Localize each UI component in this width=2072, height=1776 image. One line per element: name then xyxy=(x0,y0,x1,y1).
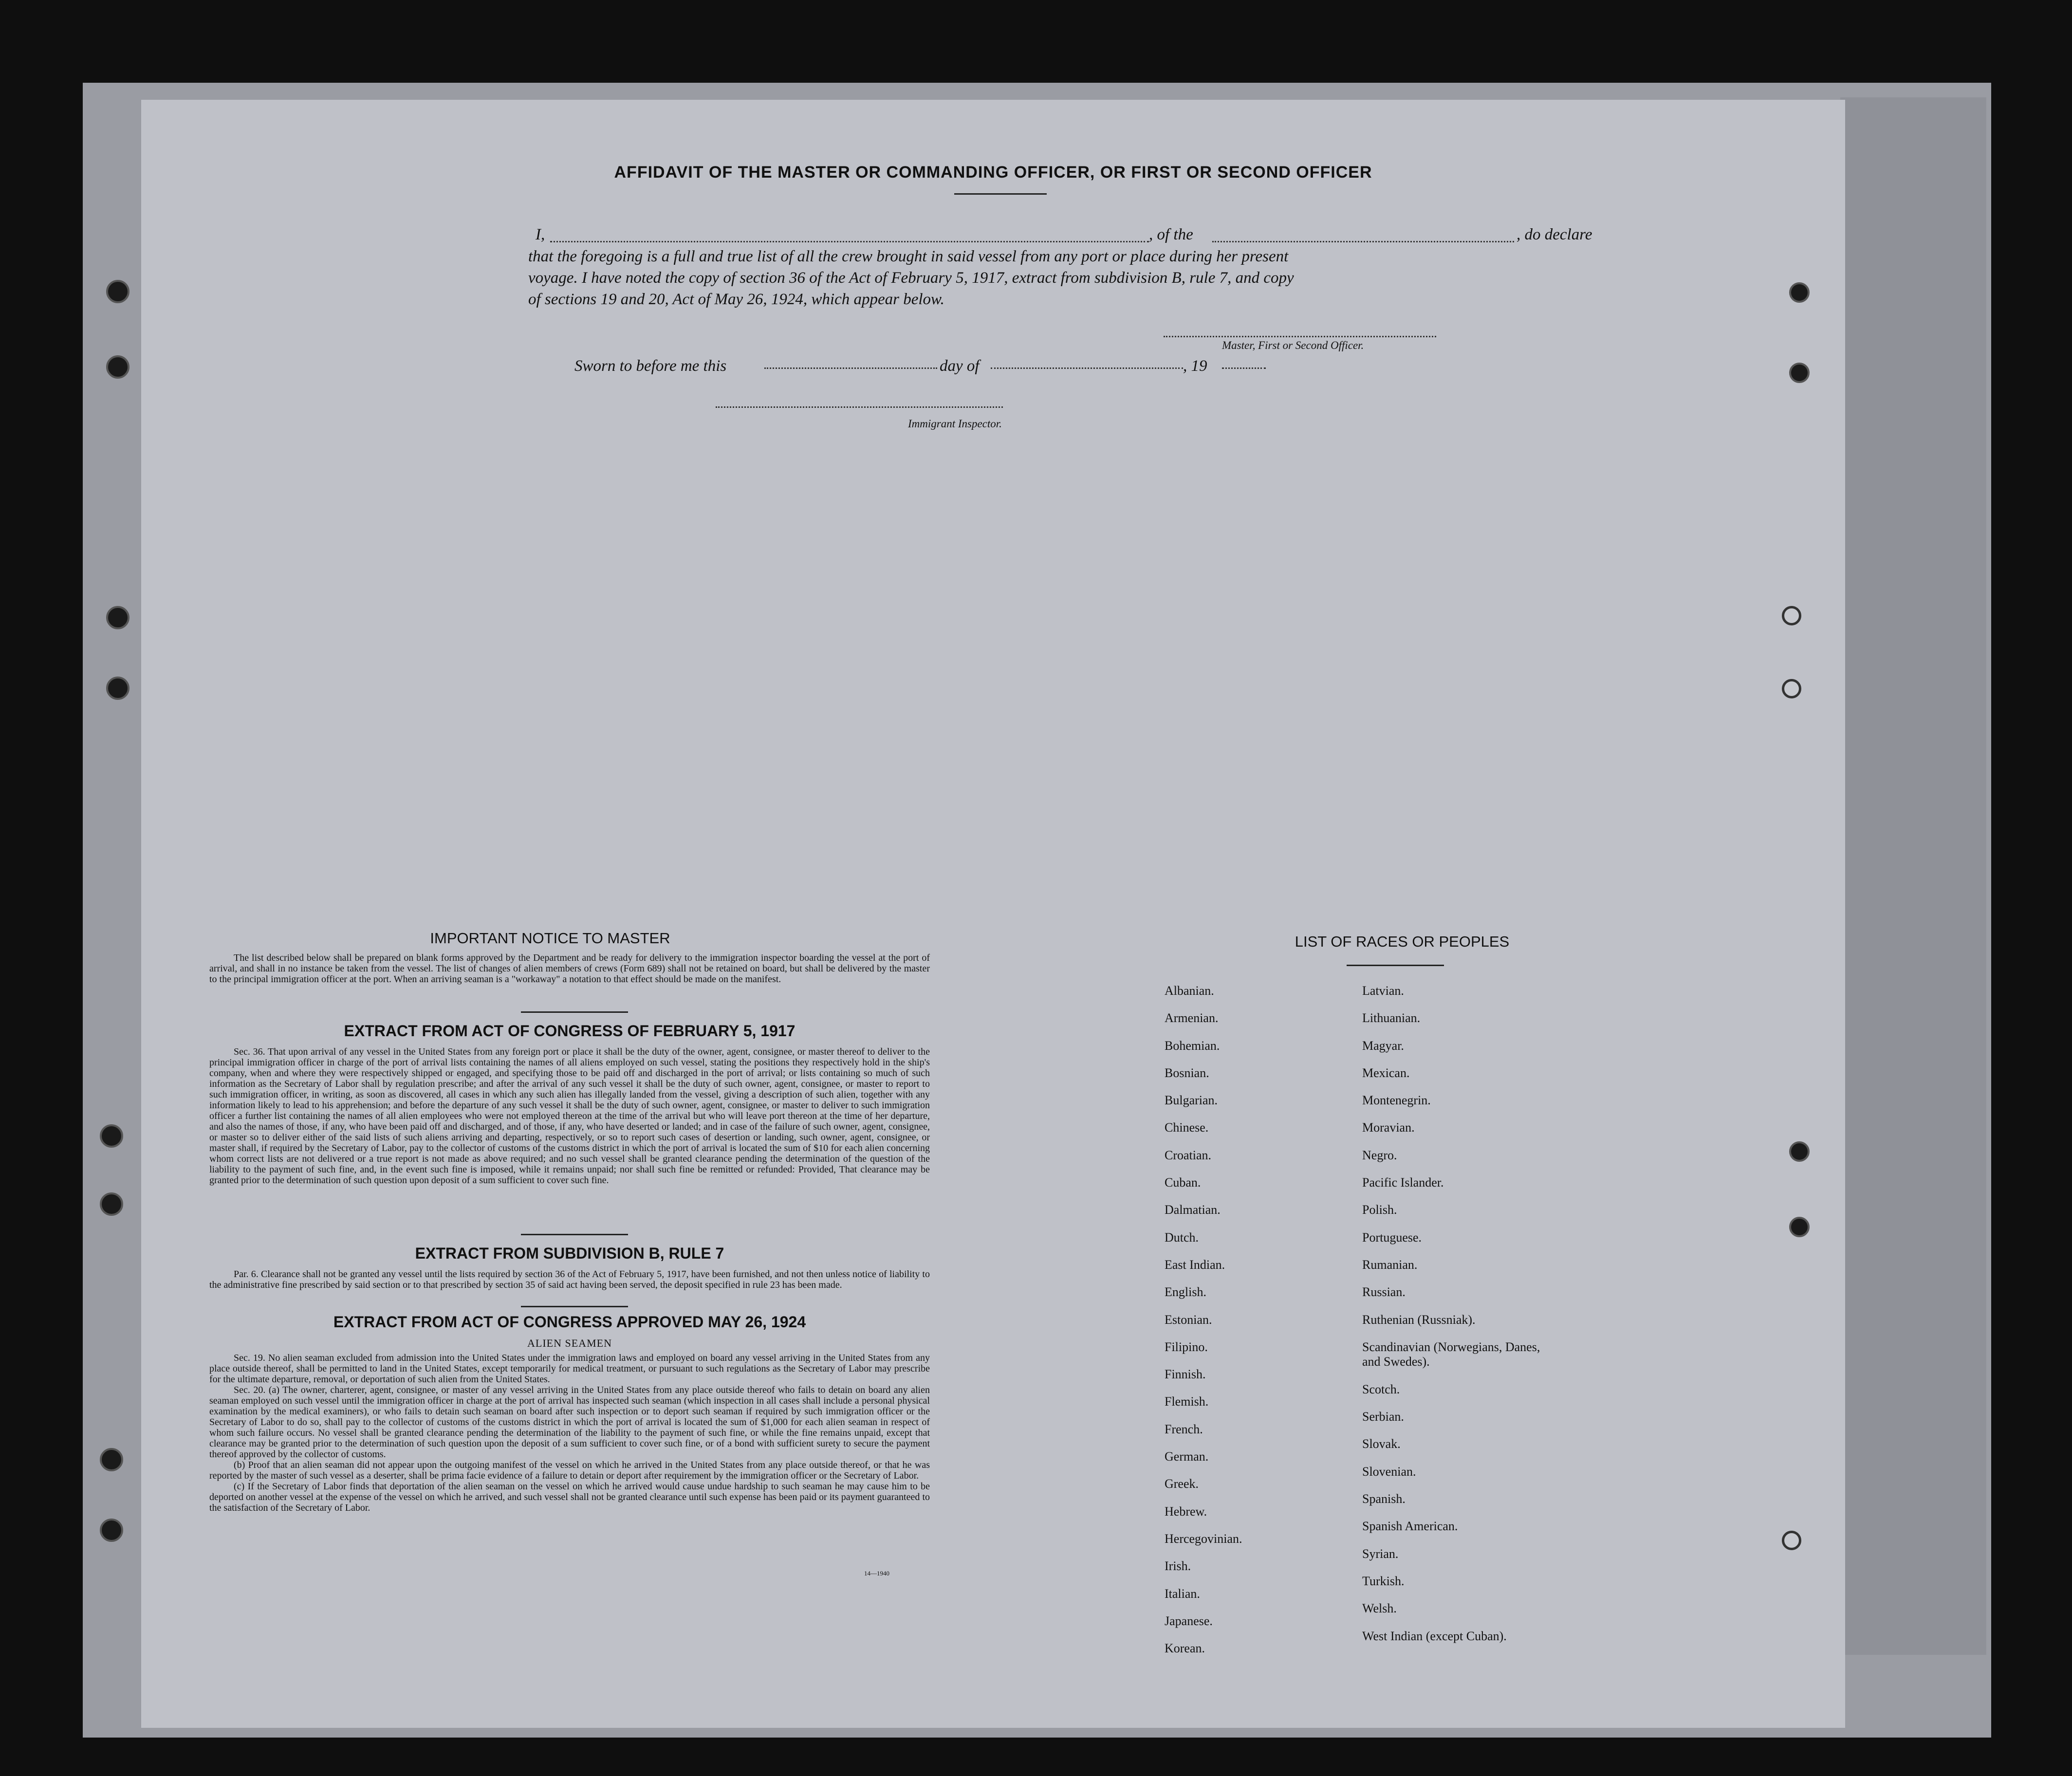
race-item: Montenegrin. xyxy=(1362,1093,1431,1108)
race-item: Finnish. xyxy=(1165,1367,1206,1382)
race-item: Welsh. xyxy=(1362,1601,1397,1616)
race-item: Hebrew. xyxy=(1165,1504,1207,1519)
race-item: Spanish American. xyxy=(1362,1519,1458,1534)
binder-hole xyxy=(1789,363,1810,383)
form-page xyxy=(141,100,1845,1728)
section-rule xyxy=(521,1234,628,1235)
race-item: Italian. xyxy=(1165,1586,1200,1601)
binder-hole xyxy=(106,355,130,379)
race-item: Scotch. xyxy=(1362,1382,1400,1396)
binder-hole xyxy=(106,677,130,700)
race-item: Flemish. xyxy=(1165,1394,1209,1409)
vessel-blank[interactable] xyxy=(1212,241,1514,242)
year-label: , 19 xyxy=(1183,357,1207,375)
race-item: Bohemian. xyxy=(1165,1038,1220,1053)
sec-20b-text: (b) Proof that an alien seaman did not appear upon the outgoing manifest of the vessel on which he arrived in the United States from any place outside thereof, or that he was reported by the master of such vessel as a deserter, shall be prima facie evidence of a failure to detain or deport after requirement by the immigration officer or the Secretary of Labor. xyxy=(209,1460,930,1481)
race-item: Pacific Islander. xyxy=(1362,1175,1444,1190)
affidavit-line-4: of sections 19 and 20, Act of May 26, 1924, which appear below. xyxy=(528,291,944,308)
binder-hole xyxy=(1789,1217,1810,1237)
form-number: 14—1940 xyxy=(864,1570,889,1577)
rule7-title: EXTRACT FROM SUBDIVISION B, RULE 7 xyxy=(415,1245,724,1262)
binder-hole xyxy=(1789,282,1810,303)
race-item: Moravian. xyxy=(1362,1120,1415,1135)
race-item: Greek. xyxy=(1165,1477,1199,1491)
extract-1924-body xyxy=(209,1353,930,1513)
inspector-signature-line[interactable] xyxy=(716,406,1003,408)
sworn-month-blank[interactable] xyxy=(991,367,1183,369)
binder-hole xyxy=(1782,606,1801,625)
race-item: Spanish. xyxy=(1362,1492,1406,1506)
race-item: Ruthenian (Russniak). xyxy=(1362,1312,1476,1327)
race-item: Serbian. xyxy=(1362,1410,1404,1424)
binder-hole xyxy=(1782,679,1801,698)
notice-title: IMPORTANT NOTICE TO MASTER xyxy=(430,930,670,947)
race-item: Syrian. xyxy=(1362,1546,1399,1561)
race-item: Latvian. xyxy=(1362,984,1404,998)
race-item: Negro. xyxy=(1362,1148,1397,1162)
race-item: Japanese. xyxy=(1165,1613,1213,1628)
day-of-label: day of xyxy=(940,357,980,375)
sworn-day-blank[interactable] xyxy=(764,367,937,369)
binder-hole xyxy=(100,1519,123,1542)
inspector-caption: Immigrant Inspector. xyxy=(908,418,1002,430)
race-item: Albanian. xyxy=(1165,984,1214,998)
race-item: Dalmatian. xyxy=(1165,1203,1221,1217)
race-item: Bulgarian. xyxy=(1165,1093,1218,1108)
affidavit-line-3: voyage. I have noted the copy of section 36 of the Act of February 5, 1917, extract from subdivision B, rule 7, and copy xyxy=(528,269,1294,287)
race-item: Rumanian. xyxy=(1362,1257,1418,1272)
section-rule xyxy=(521,1306,628,1307)
race-item: French. xyxy=(1165,1422,1203,1436)
race-item: German. xyxy=(1165,1449,1209,1464)
binder-hole xyxy=(1782,1531,1801,1550)
extract-1917-title: EXTRACT FROM ACT OF CONGRESS OF FEBRUARY 5, 1917 xyxy=(344,1022,796,1040)
affidavit-title: AFFIDAVIT OF THE MASTER OR COMMANDING OFFICER, OR FIRST OR SECOND OFFICER xyxy=(614,163,1372,182)
sworn-label: Sworn to before me this xyxy=(574,357,727,375)
race-item: Polish. xyxy=(1362,1203,1397,1217)
race-item: Slovak. xyxy=(1362,1437,1401,1451)
race-item: Turkish. xyxy=(1362,1574,1405,1588)
name-blank[interactable] xyxy=(550,241,1149,242)
races-left-column xyxy=(1165,977,1350,1662)
sec-20c-text: (c) If the Secretary of Labor finds that deportation of the alien seaman on the vessel on which he arrived would cause undue hardship to such seaman he may cause him to be deported on another vessel at the expense of the vessel on which he arrived, and such vessel shall not be granted clearance until such expense has been paid or its payment guaranteed to the satisfaction of the Secretary of Labor. xyxy=(209,1481,930,1513)
sec-20a-text: Sec. 20. (a) The owner, charterer, agent, consignee, or master of any vessel arriving in the United States from any place outside thereof who fails to detain on board any alien seaman employed on such vessel until the immigration officer in charge at the port of arrival has inspected such seaman (which inspection in all cases shall include a personal physical examination by the medical examiners), or who fails to detain such seaman on board after such inspection or to deport such seaman if required by such immigration officer or the Secretary of Labor to do so, shall pay to the collector of customs of the customs district in which the port of arrival is located the sum of $1,000 for each alien seaman in respect of whom such failure occurs. No vessel shall be granted clearance pending the determination of the liability to the payment of such fine, or while the fine remains unpaid, except that clearance may be granted prior to the determination of such question upon the deposit of a sum sufficient to cover such fine, or of a bond with sufficient surety to secure the payment thereof approved by the collector of customs. xyxy=(209,1385,930,1460)
race-item: Filipino. xyxy=(1165,1339,1208,1354)
race-item: Bosnian. xyxy=(1165,1065,1209,1080)
race-item: Scandinavian (Norwegians, Danes, and Swedes). xyxy=(1362,1339,1540,1369)
sec-19-text: Sec. 19. No alien seaman excluded from admission into the United States under the immigration laws and employed on board any vessel arriving in the United States from any place outside thereof, shall be permitted to land in the United States, except temporarily for medical treatment, or pursuant to such regulations as the Secretary of Labor may prescribe for the ultimate departure, removal, or deportation of such alien from the United States. xyxy=(209,1353,930,1385)
race-item: English. xyxy=(1165,1285,1206,1300)
master-signature-line[interactable] xyxy=(1164,336,1436,337)
race-item: Estonian. xyxy=(1165,1312,1212,1327)
master-signature-caption: Master, First or Second Officer. xyxy=(1222,339,1364,351)
binder-hole xyxy=(100,1448,123,1471)
race-item: Cuban. xyxy=(1165,1175,1201,1190)
underlying-page-edge xyxy=(1840,97,1986,1655)
extract-1917-text: Sec. 36. That upon arrival of any vessel in the United States from any foreign port or place it shall be the duty of the owner, agent, consignee, or master thereof to deliver to the principal immigration officer in charge of the port of arrival lists containing the names of all aliens employed on such vessel, stating the positions they respectively hold in the ship's company, when and where they were respectively shipped or engaged, and specifying those to be paid off and discharged in the port of arrival; or lists containing so much of such information as the Secretary of Labor shall by regulation prescribe; and after the arrival of any such vessel it shall be the duty of such owner, agent, consignee, or master to report to such immigration officer, in writing, as soon as discovered, all cases in which any such alien has illegally landed from the vessel, giving a description of such alien, together with any information likely to lead to his apprehension; and before the departure of any such vessel it shall be the duty of such owner, agent, consignee, or master to deliver to such immigration officer a further list containing the names of all alien employees who were not employed thereon at the time of the arrival but who will leave port thereon at the time of her departure, and also the names of those, if any, who have been paid off and discharged, and of those, if any, who have deserted or landed; and in case of the failure of such owner, agent, consignee, or master so to deliver either of the said lists of such aliens arriving and departing, respectively, or so to report such cases of desertion or landing, such owner, agent, consignee, or master shall, if required by the Secretary of Labor, pay to the collector of customs of the customs district in which the port of arrival is located the sum of $10 for each alien concerning whom correct lists are not delivered or a true report is not made as above required; and no such vessel shall be granted clearance pending the determination of the question of the liability to the payment of such fine, and, in the event such fine is imposed, while it remains unpaid; nor shall such fine be remitted or refunded: Provided, That clearance may be granted prior to the determination of such question upon deposit of a sum sufficient to cover such fine. xyxy=(209,1046,930,1186)
alien-seamen-subtitle: ALIEN SEAMEN xyxy=(527,1337,612,1349)
affidavit-declare: , do declare xyxy=(1517,226,1592,243)
title-rule xyxy=(954,193,1047,195)
races-title: LIST OF RACES OR PEOPLES xyxy=(1295,933,1510,950)
extract-1924-title: EXTRACT FROM ACT OF CONGRESS APPROVED MAY 26, 1924 xyxy=(333,1313,806,1331)
rule7-text: Par. 6. Clearance shall not be granted any vessel until the lists required by section 36 of the Act of February 5, 1917, have been furnished, and not then unless notice of liability to the administrative fine prescribed by said section or to that prescribed by section 35 of said act having been served, the deposit specified in rule 23 has been made. xyxy=(209,1269,930,1290)
binder-hole xyxy=(106,280,130,303)
race-item: Hercegovinian. xyxy=(1165,1531,1242,1546)
affidavit-of-the: , of the xyxy=(1149,226,1193,243)
binder-hole xyxy=(100,1192,123,1216)
race-item: Lithuanian. xyxy=(1362,1011,1421,1025)
race-item: Korean. xyxy=(1165,1641,1205,1656)
race-item: Slovenian. xyxy=(1362,1464,1416,1479)
race-item: Mexican. xyxy=(1362,1065,1410,1080)
race-item: Portuguese. xyxy=(1362,1230,1422,1245)
race-item: Russian. xyxy=(1362,1285,1406,1300)
binder-hole xyxy=(106,606,130,629)
sworn-year-blank[interactable] xyxy=(1222,367,1266,369)
race-item: Croatian. xyxy=(1165,1148,1212,1162)
race-item: Dutch. xyxy=(1165,1230,1199,1245)
notice-text: The list described below shall be prepared on blank forms approved by the Department and be ready for delivery to the immigration inspector boarding the vessel at the port of arrival, and shall in no instance be taken from the vessel. The list of changes of alien members of crews (Form 689) shall not be retained on board, but shall be delivered by the master to the principal immigration officer at the port. When an arriving seaman is a "workaway" a notation to that effect should be made on the manifest. xyxy=(209,952,930,985)
race-item: Magyar. xyxy=(1362,1038,1404,1053)
races-right-column xyxy=(1362,977,1596,1650)
affidavit-line-2: that the foregoing is a full and true list of all the crew brought in said vessel from any port or place during her present xyxy=(528,248,1289,265)
race-item: East Indian. xyxy=(1165,1257,1225,1272)
races-rule xyxy=(1347,965,1444,966)
race-item: Irish. xyxy=(1165,1559,1191,1574)
race-item: West Indian (except Cuban). xyxy=(1362,1629,1507,1643)
race-item: Armenian. xyxy=(1165,1011,1219,1025)
binder-hole xyxy=(100,1124,123,1148)
affidavit-i: I, xyxy=(536,226,545,243)
race-item: Chinese. xyxy=(1165,1120,1209,1135)
section-rule xyxy=(521,1011,628,1013)
binder-hole xyxy=(1789,1141,1810,1162)
